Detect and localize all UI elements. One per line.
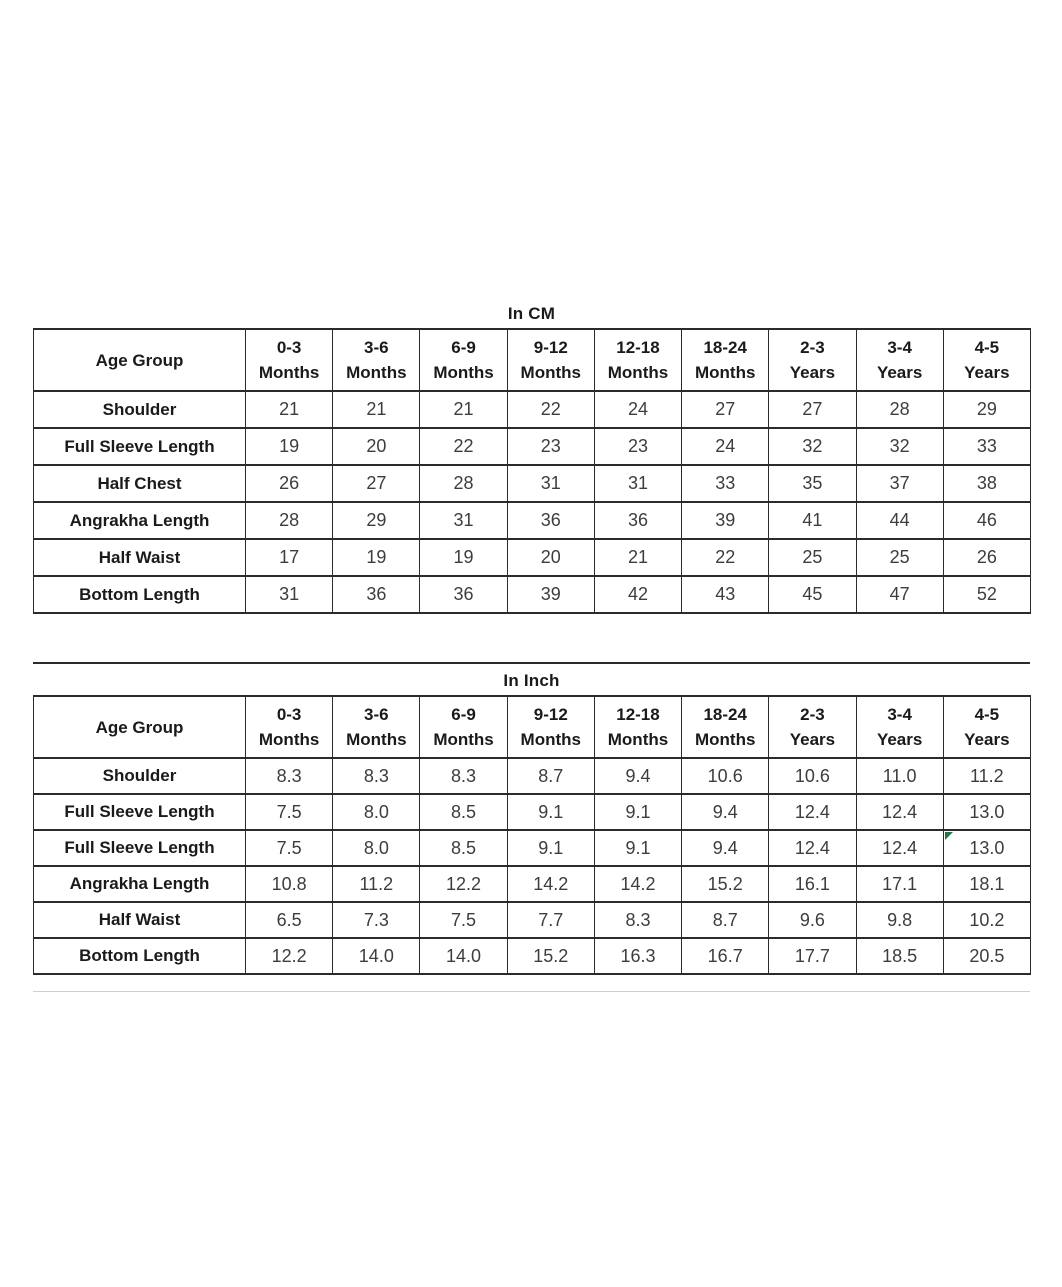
data-cell: 20 (507, 539, 594, 576)
row-label: Full Sleeve Length (34, 830, 246, 866)
data-cell: 31 (246, 576, 333, 613)
column-header (333, 696, 420, 758)
column-header-line: 12-18 (616, 705, 660, 724)
data-cell: 21 (594, 539, 681, 576)
column-header-line: Months (694, 363, 756, 382)
data-cell: 12.4 (856, 830, 943, 866)
corner-header-age-group: Age Group (34, 329, 246, 391)
data-cell: 16.1 (769, 866, 856, 902)
bottom-faint-line (33, 991, 1030, 992)
column-header-line: Months (433, 363, 494, 382)
table-title-inch: In Inch (503, 671, 560, 690)
data-cell: 41 (769, 502, 856, 539)
column-header-line: Years (964, 730, 1010, 749)
column-header-line: 6-9 (451, 338, 476, 357)
table-row (34, 502, 1031, 539)
data-cell: 10.6 (769, 758, 856, 794)
column-header-line: 4-5 (974, 338, 1000, 357)
header-row (34, 329, 1031, 391)
data-cell: 9.4 (594, 758, 681, 794)
data-cell: 21 (246, 391, 333, 428)
column-header (420, 696, 507, 758)
data-cell: 26 (943, 539, 1030, 576)
column-header-line: 2-3 (800, 338, 825, 357)
data-cell: 26 (246, 465, 333, 502)
data-cell: 8.3 (333, 758, 420, 794)
data-cell: 24 (682, 428, 769, 465)
column-header-line: 18-24 (703, 338, 747, 357)
data-cell: 33 (682, 465, 769, 502)
column-header-line: Months (346, 363, 407, 382)
data-cell: 8.5 (420, 830, 507, 866)
data-cell: 8.7 (507, 758, 594, 794)
column-header (594, 329, 681, 391)
data-cell: 12.2 (420, 866, 507, 902)
data-cell: 43 (682, 576, 769, 613)
header-row (34, 696, 1031, 758)
corner-header-age-group: Age Group (34, 696, 246, 758)
data-cell: 8.0 (333, 794, 420, 830)
data-cell: 22 (682, 539, 769, 576)
column-header-line: 0-3 (276, 338, 302, 357)
data-cell: 52 (943, 576, 1030, 613)
data-cell: 23 (594, 428, 681, 465)
row-label: Bottom Length (34, 938, 246, 974)
data-cell: 31 (420, 502, 507, 539)
data-cell: 10.8 (246, 866, 333, 902)
data-cell: 32 (769, 428, 856, 465)
column-header (943, 329, 1030, 391)
column-header-line: 3-6 (364, 338, 389, 357)
row-label: Full Sleeve Length (34, 428, 246, 465)
data-cell: 9.4 (682, 794, 769, 830)
data-cell: 31 (594, 465, 681, 502)
table-row (34, 794, 1031, 830)
column-header (769, 696, 856, 758)
data-cell: 29 (943, 391, 1030, 428)
row-label: Angrakha Length (34, 502, 246, 539)
column-header-line: 2-3 (800, 705, 825, 724)
data-cell: 29 (333, 502, 420, 539)
column-header-line: 12-18 (616, 338, 660, 357)
column-header-line: Months (694, 730, 756, 749)
column-header-line: 3-4 (887, 338, 912, 357)
data-cell: 21 (333, 391, 420, 428)
size-table-inch (33, 695, 1031, 975)
data-cell: 8.7 (682, 902, 769, 938)
size-table-cm (33, 328, 1031, 614)
table-row (34, 902, 1031, 938)
column-header-line: 9-12 (533, 705, 568, 724)
data-cell: 35 (769, 465, 856, 502)
data-cell: 9.1 (507, 794, 594, 830)
column-header-line: 9-12 (533, 338, 568, 357)
data-cell: 12.4 (769, 794, 856, 830)
data-cell: 14.0 (333, 938, 420, 974)
data-cell: 14.2 (507, 866, 594, 902)
data-cell: 10.6 (682, 758, 769, 794)
data-cell: 31 (507, 465, 594, 502)
column-header (507, 696, 594, 758)
column-header-line: Years (876, 363, 923, 382)
data-cell: 15.2 (682, 866, 769, 902)
data-cell: 9.6 (769, 902, 856, 938)
column-header (507, 329, 594, 391)
column-header-line: 6-9 (451, 705, 476, 724)
data-cell: 32 (856, 428, 943, 465)
section-divider-line (33, 662, 1030, 664)
data-cell: 7.3 (333, 902, 420, 938)
table-title-cm: In CM (507, 304, 556, 323)
data-cell: 44 (856, 502, 943, 539)
data-cell: 15.2 (507, 938, 594, 974)
data-cell: 11.2 (333, 866, 420, 902)
data-cell: 8.5 (420, 794, 507, 830)
data-cell: 28 (420, 465, 507, 502)
column-header-line: 4-5 (974, 705, 1000, 724)
data-cell: 45 (769, 576, 856, 613)
column-header (682, 696, 769, 758)
data-cell: 12.4 (769, 830, 856, 866)
data-cell: 19 (246, 428, 333, 465)
data-cell: 7.7 (507, 902, 594, 938)
column-header-line: 3-6 (364, 705, 389, 724)
data-cell: 14.2 (594, 866, 681, 902)
row-label: Half Waist (34, 539, 246, 576)
data-cell: 42 (594, 576, 681, 613)
column-header-line: Months (520, 363, 581, 382)
data-cell: 22 (507, 391, 594, 428)
column-header-line: Years (789, 363, 836, 382)
data-cell: 17.1 (856, 866, 943, 902)
table-row (34, 428, 1031, 465)
row-label: Shoulder (34, 758, 246, 794)
data-cell: 27 (682, 391, 769, 428)
column-header-line: Months (607, 730, 669, 749)
data-cell: 8.0 (333, 830, 420, 866)
row-label: Half Waist (34, 902, 246, 938)
data-cell: 9.1 (594, 830, 681, 866)
table-row (34, 758, 1031, 794)
data-cell: 39 (682, 502, 769, 539)
table-row (34, 866, 1031, 902)
data-cell: 14.0 (420, 938, 507, 974)
column-header (594, 696, 681, 758)
table-row (34, 938, 1031, 974)
data-cell: 6.5 (246, 902, 333, 938)
data-cell: 18.1 (943, 866, 1030, 902)
column-header-line: Years (876, 730, 923, 749)
data-cell: 28 (246, 502, 333, 539)
column-header-line: Months (258, 363, 320, 382)
table-row (34, 465, 1031, 502)
data-cell: 19 (420, 539, 507, 576)
data-cell: 46 (943, 502, 1030, 539)
data-cell: 47 (856, 576, 943, 613)
column-header-line: 3-4 (887, 705, 912, 724)
column-header (333, 329, 420, 391)
column-header-line: 18-24 (703, 705, 747, 724)
column-header-line: Months (607, 363, 669, 382)
row-label: Bottom Length (34, 576, 246, 613)
column-header (856, 329, 943, 391)
data-cell: 12.2 (246, 938, 333, 974)
data-cell: 23 (507, 428, 594, 465)
data-cell: 37 (856, 465, 943, 502)
data-cell: 36 (420, 576, 507, 613)
column-header (246, 329, 333, 391)
data-cell: 7.5 (246, 830, 333, 866)
column-header (420, 329, 507, 391)
data-cell: 8.3 (594, 902, 681, 938)
column-header (246, 696, 333, 758)
data-cell: 16.7 (682, 938, 769, 974)
data-cell: 27 (333, 465, 420, 502)
row-label: Angrakha Length (34, 866, 246, 902)
data-cell: 17 (246, 539, 333, 576)
data-cell: 27 (769, 391, 856, 428)
table-row (34, 539, 1031, 576)
column-header-line: Years (789, 730, 836, 749)
data-cell: 10.2 (943, 902, 1030, 938)
column-header (943, 696, 1030, 758)
data-cell: 9.1 (594, 794, 681, 830)
column-header-line: Months (520, 730, 581, 749)
data-cell: 20.5 (943, 938, 1030, 974)
data-cell: 22 (420, 428, 507, 465)
data-cell: 25 (856, 539, 943, 576)
table-row (34, 576, 1031, 613)
column-header-line: Months (433, 730, 494, 749)
data-cell: 20 (333, 428, 420, 465)
data-cell: 18.5 (856, 938, 943, 974)
column-header-line: Years (964, 363, 1010, 382)
data-cell: 28 (856, 391, 943, 428)
data-cell: 7.5 (246, 794, 333, 830)
data-cell: 11.0 (856, 758, 943, 794)
data-cell: 39 (507, 576, 594, 613)
column-header-line: Months (258, 730, 320, 749)
column-header (682, 329, 769, 391)
data-cell: 19 (333, 539, 420, 576)
data-cell: 36 (594, 502, 681, 539)
data-cell: 9.1 (507, 830, 594, 866)
data-cell: 8.3 (420, 758, 507, 794)
data-cell: 12.4 (856, 794, 943, 830)
row-label: Half Chest (34, 465, 246, 502)
table-row (34, 830, 1031, 866)
data-cell: 17.7 (769, 938, 856, 974)
data-cell: 21 (420, 391, 507, 428)
data-cell: 13.0 (943, 794, 1030, 830)
cell-error-flag-triangle-icon (945, 832, 953, 840)
data-cell: 13.0 (943, 830, 1030, 866)
data-cell: 25 (769, 539, 856, 576)
data-cell: 9.4 (682, 830, 769, 866)
column-header-line: Months (346, 730, 407, 749)
column-header (856, 696, 943, 758)
table-row (34, 391, 1031, 428)
data-cell: 11.2 (943, 758, 1030, 794)
data-cell: 24 (594, 391, 681, 428)
data-cell: 7.5 (420, 902, 507, 938)
data-cell: 8.3 (246, 758, 333, 794)
data-cell: 16.3 (594, 938, 681, 974)
column-header-line: 0-3 (276, 705, 302, 724)
data-cell: 38 (943, 465, 1030, 502)
data-cell: 9.8 (856, 902, 943, 938)
column-header (769, 329, 856, 391)
row-label: Full Sleeve Length (34, 794, 246, 830)
data-cell: 36 (507, 502, 594, 539)
row-label: Shoulder (34, 391, 246, 428)
data-cell: 33 (943, 428, 1030, 465)
data-cell: 36 (333, 576, 420, 613)
